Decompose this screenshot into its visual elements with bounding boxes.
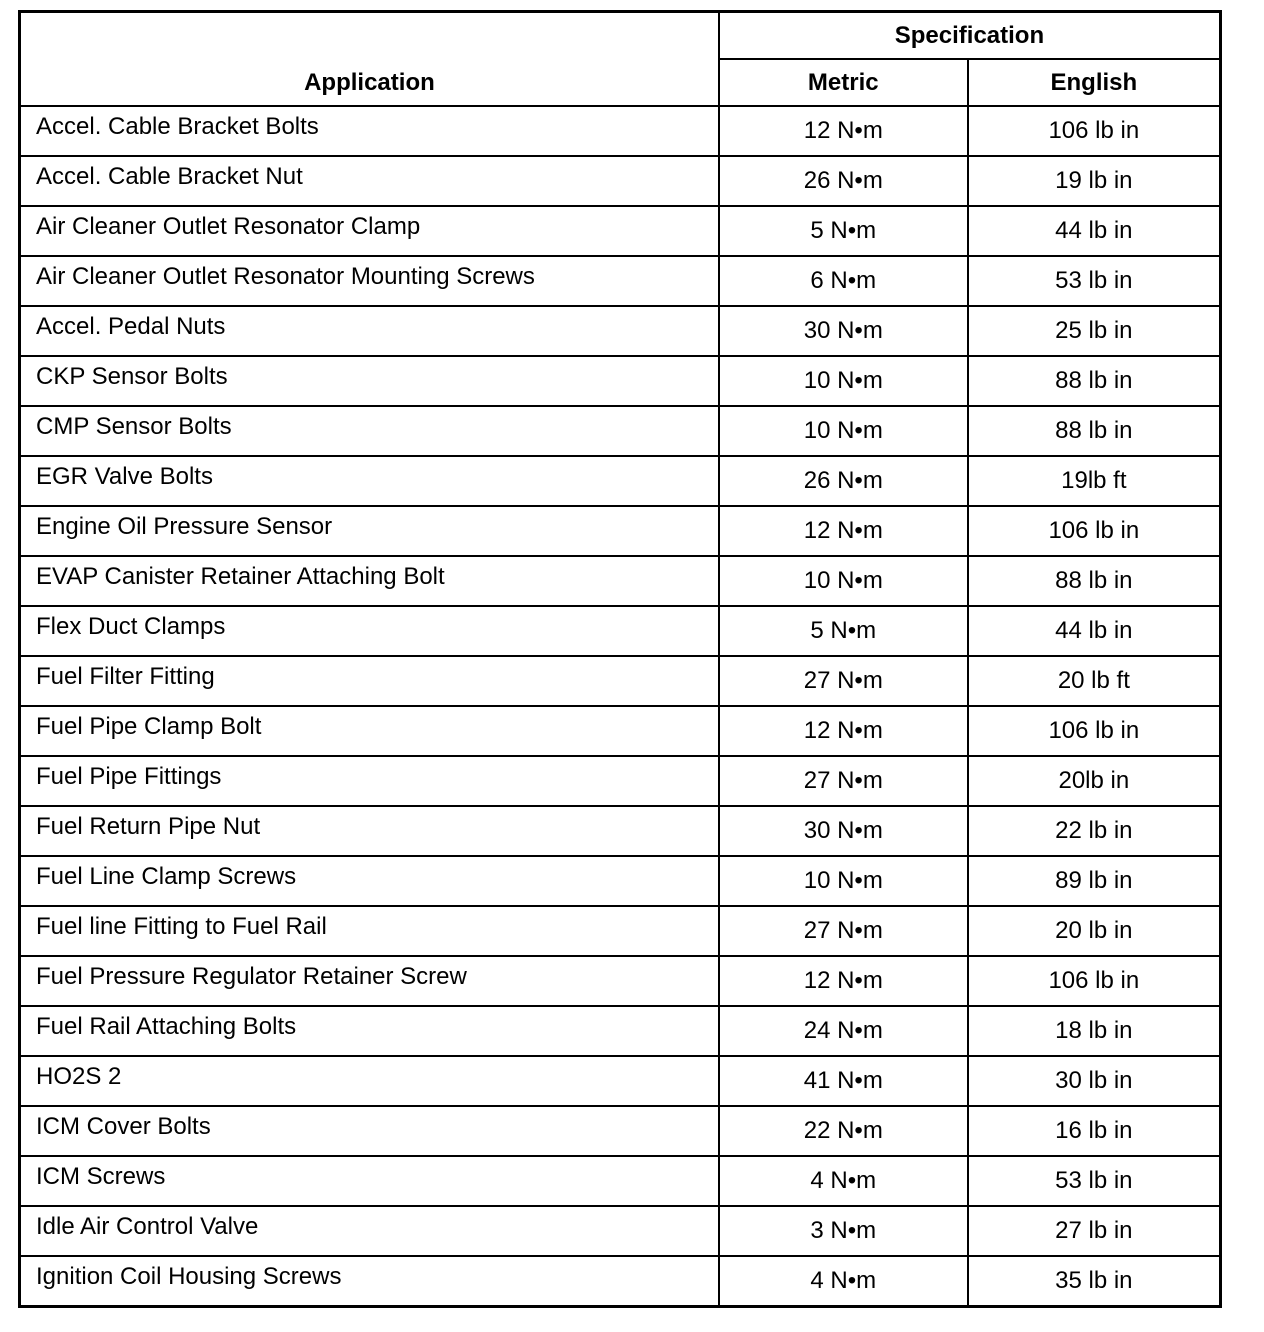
english-cell: 20 lb ft	[968, 656, 1221, 706]
metric-cell: 12 N•m	[719, 956, 968, 1006]
metric-cell: 27 N•m	[719, 756, 968, 806]
metric-cell: 3 N•m	[719, 1206, 968, 1256]
english-cell: 88 lb in	[968, 356, 1221, 406]
metric-cell: 12 N•m	[719, 706, 968, 756]
application-cell: HO2S 2	[20, 1056, 719, 1106]
english-cell: 18 lb in	[968, 1006, 1221, 1056]
table-row	[20, 106, 1221, 156]
english-cell: 88 lb in	[968, 406, 1221, 456]
table-row	[20, 306, 1221, 356]
application-cell: Flex Duct Clamps	[20, 606, 719, 656]
application-cell: Air Cleaner Outlet Resonator Clamp	[20, 206, 719, 256]
english-cell: 106 lb in	[968, 956, 1221, 1006]
table-body	[20, 106, 1221, 1307]
english-cell: 35 lb in	[968, 1256, 1221, 1307]
application-cell: Fuel Pipe Clamp Bolt	[20, 706, 719, 756]
application-cell: EVAP Canister Retainer Attaching Bolt	[20, 556, 719, 606]
table-row	[20, 856, 1221, 906]
torque-spec-table	[18, 10, 1222, 1308]
application-cell: Fuel Return Pipe Nut	[20, 806, 719, 856]
table-row	[20, 1206, 1221, 1256]
metric-cell: 24 N•m	[719, 1006, 968, 1056]
english-cell: 19 lb in	[968, 156, 1221, 206]
english-cell: 30 lb in	[968, 1056, 1221, 1106]
table-row	[20, 656, 1221, 706]
english-cell: 88 lb in	[968, 556, 1221, 606]
table-row	[20, 806, 1221, 856]
english-cell: 44 lb in	[968, 606, 1221, 656]
english-cell: 44 lb in	[968, 206, 1221, 256]
metric-cell: 41 N•m	[719, 1056, 968, 1106]
header-english: English	[968, 59, 1221, 106]
application-cell: Fuel Pipe Fittings	[20, 756, 719, 806]
english-cell: 27 lb in	[968, 1206, 1221, 1256]
application-cell: Accel. Pedal Nuts	[20, 306, 719, 356]
table-row	[20, 156, 1221, 206]
english-cell: 20lb in	[968, 756, 1221, 806]
application-cell: Ignition Coil Housing Screws	[20, 1256, 719, 1307]
application-cell: Air Cleaner Outlet Resonator Mounting Screws	[20, 256, 719, 306]
header-row	[20, 12, 1221, 60]
application-cell: Accel. Cable Bracket Nut	[20, 156, 719, 206]
metric-cell: 22 N•m	[719, 1106, 968, 1156]
header-application: Application	[20, 12, 719, 107]
metric-cell: 26 N•m	[719, 456, 968, 506]
application-cell: ICM Cover Bolts	[20, 1106, 719, 1156]
application-cell: EGR Valve Bolts	[20, 456, 719, 506]
metric-cell: 6 N•m	[719, 256, 968, 306]
table-row	[20, 1156, 1221, 1206]
english-cell: 22 lb in	[968, 806, 1221, 856]
english-cell: 53 lb in	[968, 1156, 1221, 1206]
metric-cell: 12 N•m	[719, 506, 968, 556]
table-row	[20, 606, 1221, 656]
metric-cell: 10 N•m	[719, 556, 968, 606]
application-cell: CMP Sensor Bolts	[20, 406, 719, 456]
table-row	[20, 1006, 1221, 1056]
application-cell: Idle Air Control Valve	[20, 1206, 719, 1256]
metric-cell: 30 N•m	[719, 306, 968, 356]
metric-cell: 12 N•m	[719, 106, 968, 156]
english-cell: 106 lb in	[968, 706, 1221, 756]
application-cell: Accel. Cable Bracket Bolts	[20, 106, 719, 156]
table-header	[20, 12, 1221, 107]
table-row	[20, 1056, 1221, 1106]
application-cell: CKP Sensor Bolts	[20, 356, 719, 406]
table-row	[20, 556, 1221, 606]
english-cell: 16 lb in	[968, 1106, 1221, 1156]
table-row	[20, 356, 1221, 406]
table-row	[20, 506, 1221, 556]
metric-cell: 10 N•m	[719, 406, 968, 456]
table-row	[20, 406, 1221, 456]
english-cell: 106 lb in	[968, 106, 1221, 156]
table-row	[20, 1256, 1221, 1307]
header-specification: Specification	[719, 12, 1221, 60]
metric-cell: 4 N•m	[719, 1156, 968, 1206]
english-cell: 89 lb in	[968, 856, 1221, 906]
metric-cell: 10 N•m	[719, 856, 968, 906]
application-cell: Fuel Pressure Regulator Retainer Screw	[20, 956, 719, 1006]
english-cell: 19lb ft	[968, 456, 1221, 506]
metric-cell: 5 N•m	[719, 606, 968, 656]
metric-cell: 5 N•m	[719, 206, 968, 256]
english-cell: 20 lb in	[968, 906, 1221, 956]
metric-cell: 4 N•m	[719, 1256, 968, 1307]
english-cell: 106 lb in	[968, 506, 1221, 556]
english-cell: 25 lb in	[968, 306, 1221, 356]
metric-cell: 27 N•m	[719, 906, 968, 956]
application-cell: Engine Oil Pressure Sensor	[20, 506, 719, 556]
english-cell: 53 lb in	[968, 256, 1221, 306]
application-cell: Fuel Filter Fitting	[20, 656, 719, 706]
table-row	[20, 1106, 1221, 1156]
table-row	[20, 706, 1221, 756]
metric-cell: 26 N•m	[719, 156, 968, 206]
table-row	[20, 756, 1221, 806]
application-cell: ICM Screws	[20, 1156, 719, 1206]
table-row	[20, 956, 1221, 1006]
metric-cell: 30 N•m	[719, 806, 968, 856]
header-metric: Metric	[719, 59, 968, 106]
table-row	[20, 206, 1221, 256]
metric-cell: 10 N•m	[719, 356, 968, 406]
application-cell: Fuel Rail Attaching Bolts	[20, 1006, 719, 1056]
table-row	[20, 456, 1221, 506]
table-row	[20, 906, 1221, 956]
metric-cell: 27 N•m	[719, 656, 968, 706]
application-cell: Fuel line Fitting to Fuel Rail	[20, 906, 719, 956]
application-cell: Fuel Line Clamp Screws	[20, 856, 719, 906]
table-row	[20, 256, 1221, 306]
